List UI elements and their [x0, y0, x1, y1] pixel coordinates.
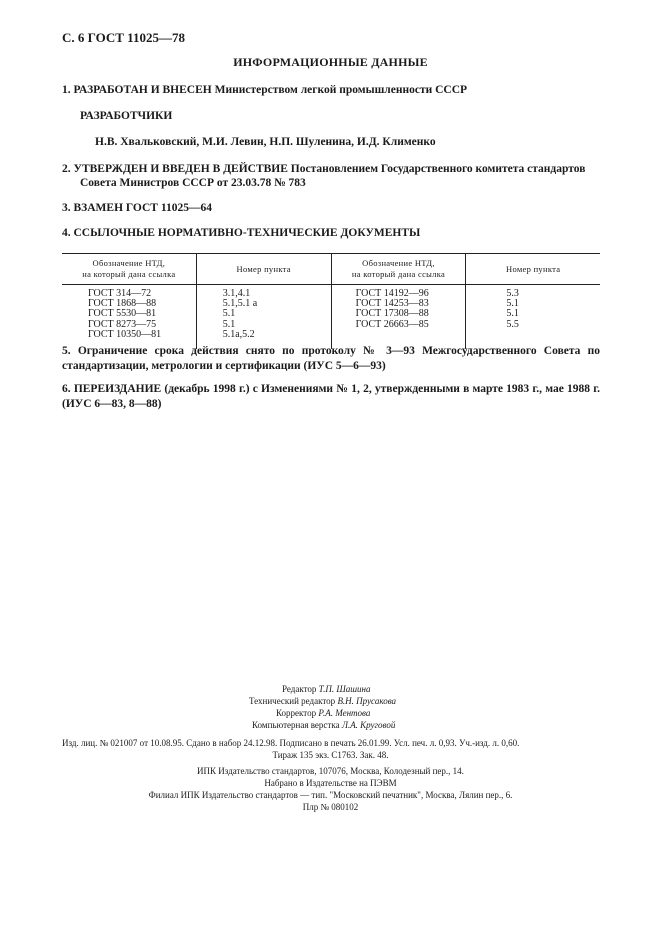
- section-3-number: 3.: [62, 202, 71, 214]
- section-5: [62, 344, 600, 374]
- section-4: [62, 226, 420, 241]
- section-1-number: 1.: [62, 84, 71, 96]
- header-ntd-left-line2: на который дана ссылка: [82, 269, 176, 279]
- imprint-line-6: Плр № 080102: [302, 802, 359, 812]
- section-1: [62, 83, 467, 98]
- list-item: 5.1: [222, 308, 236, 320]
- section-1-text: Министерством легкой промышленности СССР: [211, 84, 468, 96]
- page-title: ИНФОРМАЦИОННЫЕ ДАННЫЕ: [233, 55, 428, 69]
- section-6: [62, 382, 600, 412]
- section-3-heading: ВЗАМЕН ГОСТ 11025—64: [73, 202, 212, 214]
- header-point-right: Номер пункта: [466, 254, 600, 285]
- list-item: 5.3: [506, 288, 519, 299]
- credit-corrector-label: Корректор: [276, 708, 317, 718]
- header-point-left: Номер пункта: [196, 254, 331, 285]
- section-2-text: Постановлением Государственного комитета стандартов: [287, 163, 586, 175]
- list-item: ГОСТ 17308—88: [355, 308, 429, 320]
- table-row: [62, 285, 600, 350]
- section-6-heading: ПЕРЕИЗДАНИЕ: [73, 383, 162, 395]
- list-item: 5.1а,5.2: [222, 328, 255, 340]
- list-item: ГОСТ 26663—85: [355, 318, 429, 330]
- section-6-number: 6.: [62, 383, 71, 395]
- developers-names: Н.В. Хвальковский, М.И. Левин, Н.П. Шуленина, И.Д. Клименко: [95, 136, 436, 148]
- credit-tech-editor: [249, 695, 396, 708]
- list-item: ГОСТ 314—72: [88, 288, 152, 299]
- imprint-line-4: Набрано в Издательстве на ПЭВМ: [264, 778, 397, 788]
- list-item: 5.5: [506, 318, 519, 330]
- section-2-line2: Совета Министров СССР от 23.03.78 № 783: [80, 177, 306, 189]
- list-item: ГОСТ 5530—81: [88, 308, 157, 320]
- list-item: 5.1: [506, 308, 519, 320]
- list-item: ГОСТ 10350—81: [88, 328, 162, 340]
- table-header-row: [62, 254, 600, 285]
- section-5-number: 5.: [62, 345, 71, 357]
- credit-layout: [252, 719, 395, 732]
- left-points-cell: [196, 285, 331, 350]
- credit-corrector-name: Р.А. Ментова: [318, 708, 371, 718]
- right-docs-cell: [331, 285, 466, 350]
- right-points-cell: [466, 285, 600, 350]
- section-4-number: 4.: [62, 227, 71, 239]
- header-ntd-right: [331, 254, 466, 285]
- section-6-text: (декабрь 1998 г.) с Изменениями № 1, 2, утвержденными в марте 1983 г., мае 1988 г. (ИУС 6—83, 8—88): [62, 383, 600, 410]
- header-ntd-right-line1: Обозначение НТД,: [362, 258, 435, 268]
- list-item: 5.1: [222, 318, 236, 330]
- section-1-heading: РАЗРАБОТАН И ВНЕСЕН: [73, 84, 212, 96]
- list-item: ГОСТ 8273—75: [88, 318, 157, 330]
- header-ntd-left: [62, 254, 196, 285]
- list-item: ГОСТ 1868—88: [88, 298, 157, 310]
- list-item: 3.1,4.1: [222, 288, 251, 299]
- imprint-line-2: Тираж 135 экз. С1763. Зак. 48.: [272, 750, 389, 760]
- credit-layout-name: Л.А. Круговой: [341, 720, 396, 730]
- credit-layout-label: Компьютерная верстка: [252, 720, 340, 730]
- developers-label: РАЗРАБОТЧИКИ: [80, 110, 173, 122]
- section-2: [62, 162, 585, 177]
- credit-tech-editor-name: В.Н. Прусакова: [337, 696, 397, 706]
- left-docs-cell: [62, 285, 196, 350]
- credit-editor-label: Редактор: [282, 684, 317, 694]
- credit-editor-name: Т.П. Шашина: [318, 684, 371, 694]
- imprint-line-1: Изд. лиц. № 021007 от 10.08.95. Сдано в набор 24.12.98. Подписано в печать 26.01.99. Усл. печ. л. 0,93. Уч.-изд. л. 0,60.: [62, 738, 520, 748]
- header-ntd-right-line2: на который дана ссылка: [351, 269, 446, 279]
- section-2-number: 2.: [62, 163, 71, 175]
- references-table: [62, 253, 600, 349]
- imprint-line-3: ИПК Издательство стандартов, 107076, Москва, Колодезный пер., 14.: [197, 766, 464, 776]
- credit-tech-editor-label: Технический редактор: [249, 696, 336, 706]
- list-item: ГОСТ 14253—83: [355, 298, 429, 310]
- imprint-line-5: Филиал ИПК Издательство стандартов — тип. "Московский печатник", Москва, Лялин пер., 6.: [148, 790, 513, 800]
- header-ntd-left-line1: Обозначение НТД,: [92, 258, 166, 268]
- list-item: 5.1,5.1 а: [222, 298, 258, 310]
- list-item: ГОСТ 14192—96: [355, 288, 429, 299]
- section-5-text: Ограничение срока действия снято по протоколу № 3—93 Межгосударственного Совета по стандартизации, метрологии и сертификации (ИУС 5—6—93): [62, 345, 601, 372]
- section-4-heading: ССЫЛОЧНЫЕ НОРМАТИВНО-ТЕХНИЧЕСКИЕ ДОКУМЕНТЫ: [73, 227, 421, 239]
- credit-corrector: [276, 707, 370, 720]
- credit-editor: [282, 683, 371, 696]
- list-item: 5.1: [506, 298, 519, 310]
- page-header: С. 6 ГОСТ 11025—78: [62, 30, 185, 45]
- section-2-heading: УТВЕРЖДЕН И ВВЕДЕН В ДЕЙСТВИЕ: [73, 163, 288, 175]
- section-3: [62, 201, 212, 216]
